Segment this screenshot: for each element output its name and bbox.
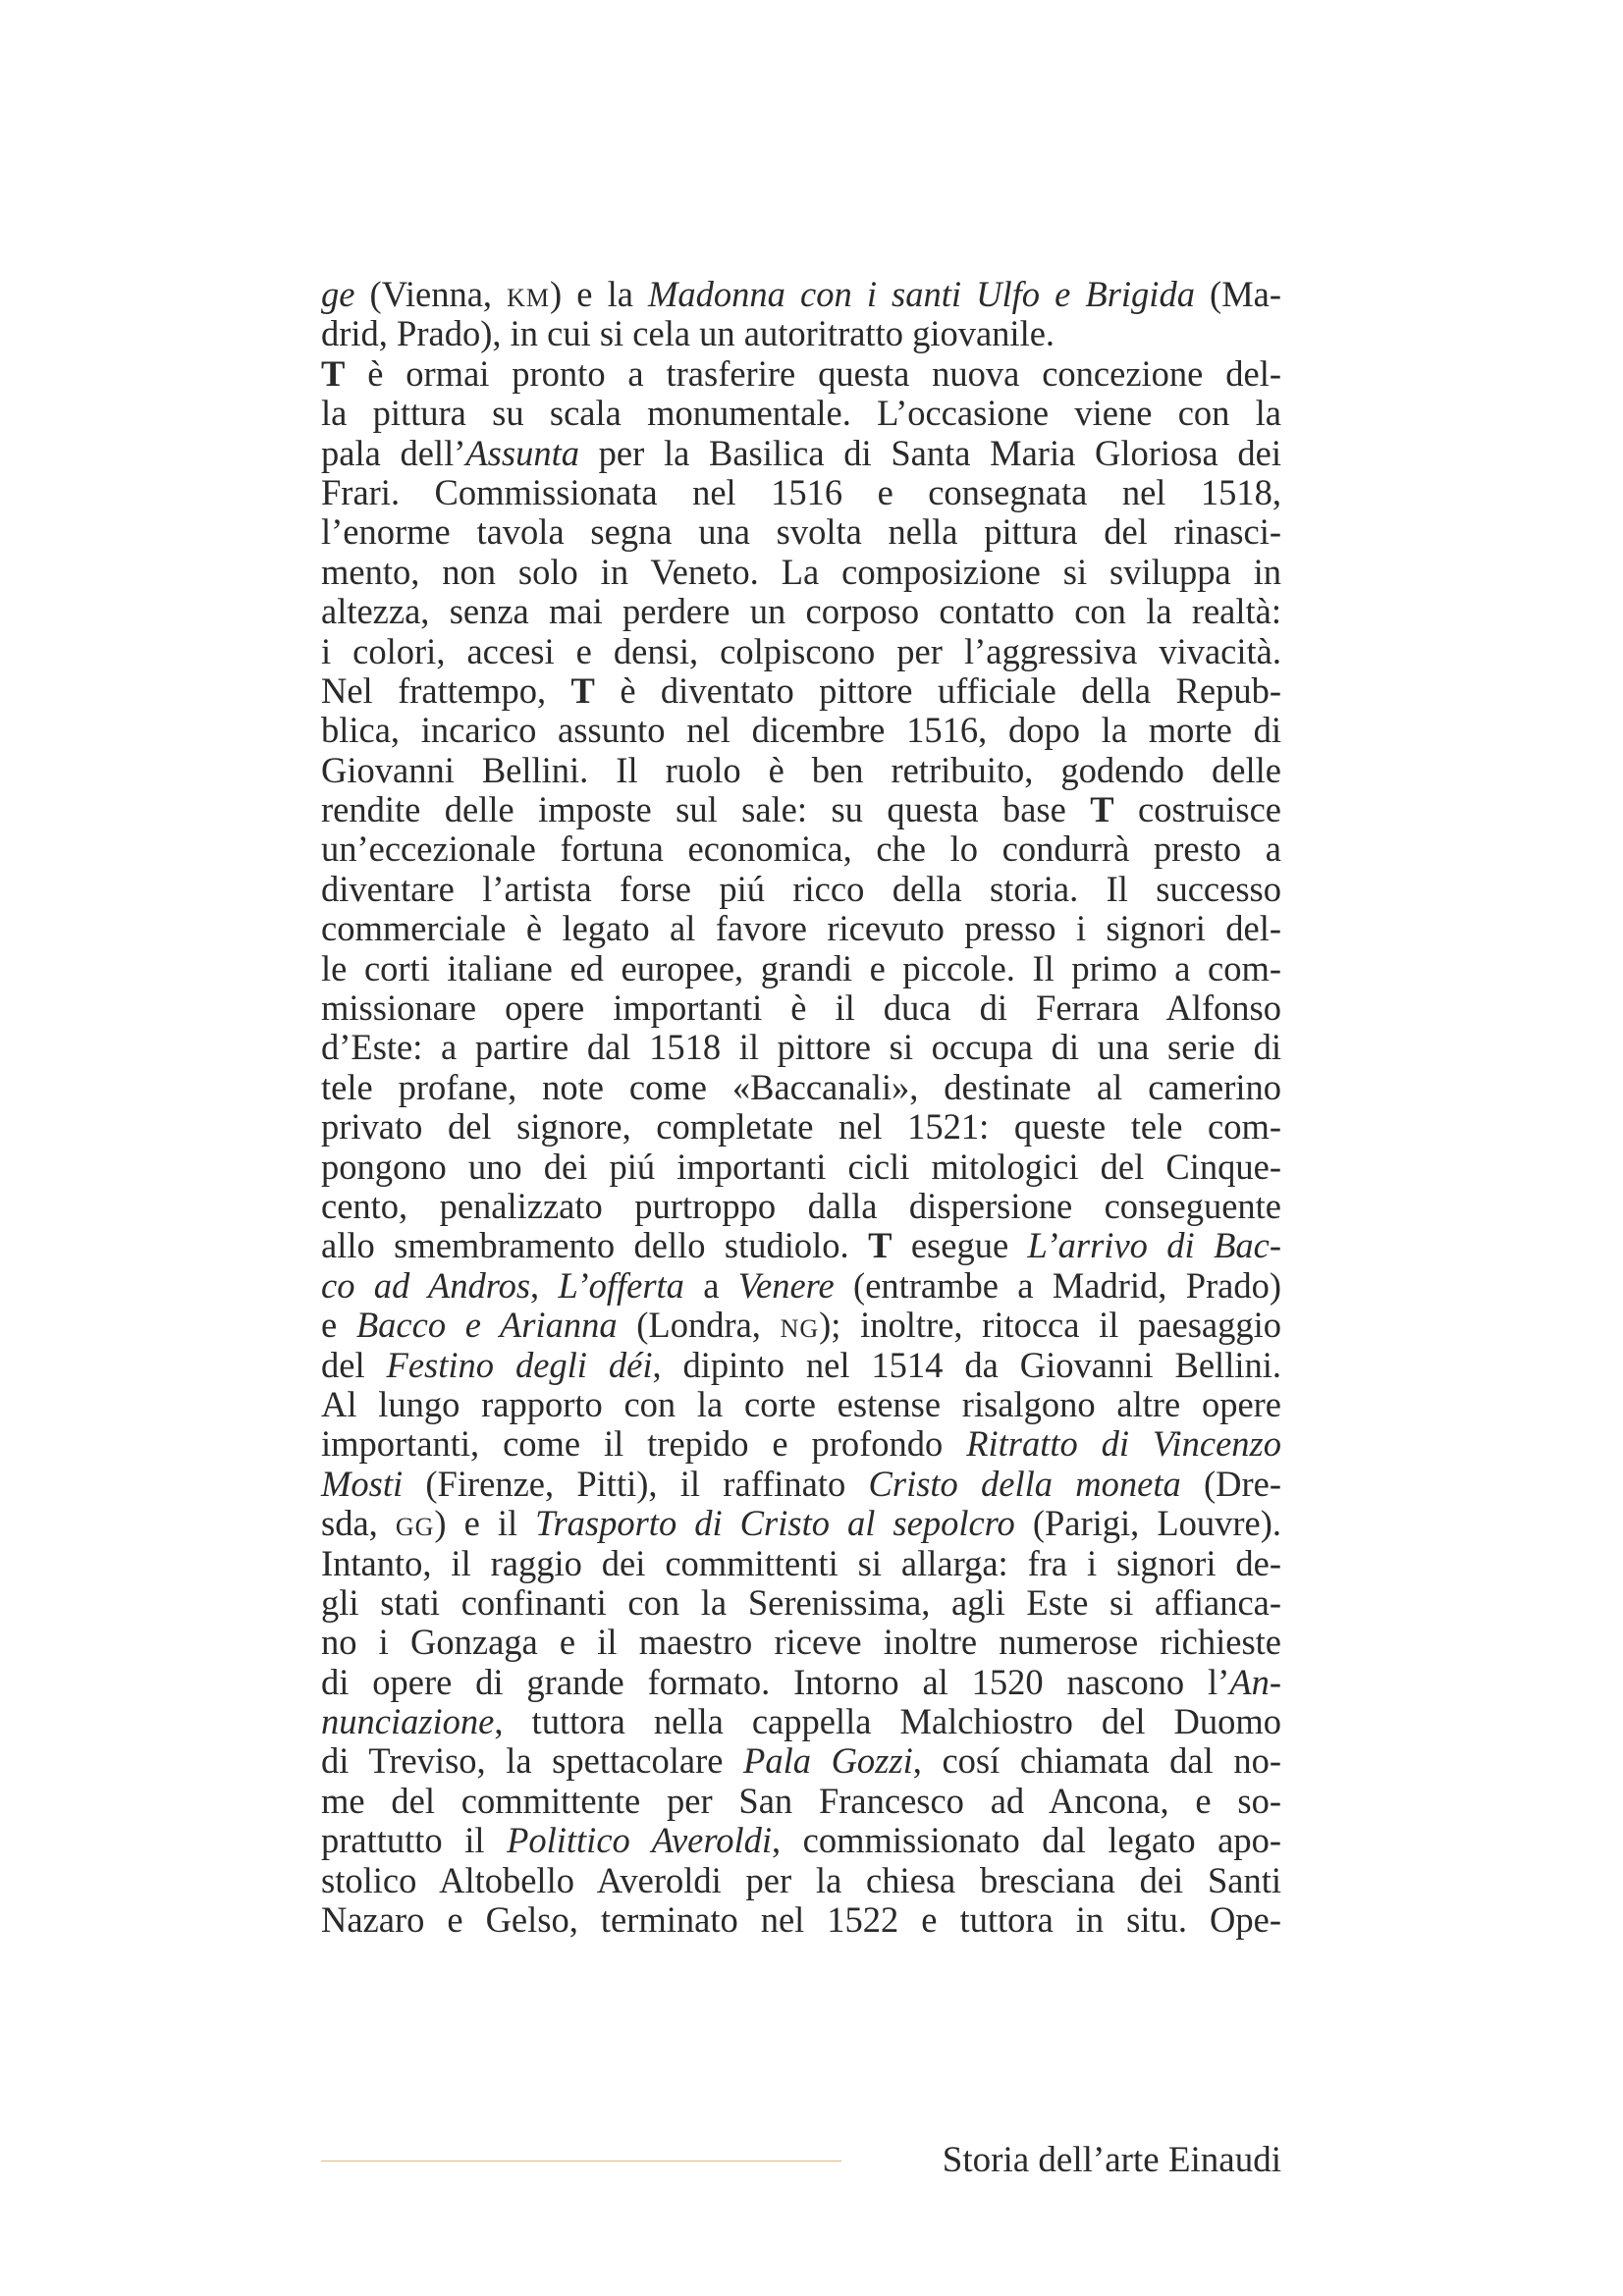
text-line xyxy=(321,909,1281,948)
text-segment: (entrambe a Madrid, Prado) xyxy=(834,1264,1282,1306)
text-segment: esegue xyxy=(892,1225,1028,1266)
text-segment: un’eccezionale fortuna economica, che lo condurrà presto a xyxy=(321,828,1281,870)
text-segment: pala dell’ xyxy=(321,432,466,473)
text-segment: (Vienna, xyxy=(354,274,508,314)
text-segment: L’offerta xyxy=(558,1264,684,1306)
text-segment: diventare l’artista forse piú ricco della storia. Il successo xyxy=(321,868,1281,909)
text-segment: L’arrivo di Bac- xyxy=(1027,1225,1281,1266)
text-line xyxy=(321,1702,1281,1741)
text-segment: di opere di grande formato. Intorno al 1520 nascono l’ xyxy=(321,1661,1230,1702)
text-segment: costruisce xyxy=(1113,789,1281,830)
text-line xyxy=(321,711,1281,750)
text-segment: allo smembramento dello studiolo. xyxy=(321,1225,869,1266)
text-line xyxy=(321,1821,1281,1860)
text-segment: , dipinto nel 1514 da Giovanni Bellini. xyxy=(652,1344,1281,1385)
text-segment: KM xyxy=(507,284,551,312)
text-line xyxy=(321,632,1281,671)
text-segment: di Treviso, la spettacolare xyxy=(321,1740,744,1782)
text-segment: tele profane, note come «Baccanali», destinate al camerino xyxy=(321,1066,1281,1107)
text-segment: Assunta xyxy=(465,432,579,473)
text-segment: gli stati confinanti con la Serenissima, agli Este si affianca- xyxy=(321,1581,1281,1623)
text-segment: importanti, come il trepido e profondo xyxy=(321,1423,967,1465)
text-segment: T xyxy=(570,669,595,711)
footer-title: Storia dell’arte Einaudi xyxy=(942,2140,1281,2180)
text-line xyxy=(321,592,1281,631)
text-segment: e xyxy=(321,1305,356,1346)
text-segment: Nel frattempo, xyxy=(321,669,571,711)
text-segment: Polittico Averoldi xyxy=(507,1820,772,1861)
text-segment: Bacco e Arianna xyxy=(355,1305,618,1346)
text-segment: (Firenze, Pitti), il raffinato xyxy=(403,1463,869,1504)
text-line xyxy=(321,751,1281,790)
body-text xyxy=(321,275,1281,1940)
text-segment: rendite delle imposte sul sale: su questa base xyxy=(321,789,1091,830)
text-segment: Mosti xyxy=(321,1463,404,1504)
text-segment: Intanto, il raggio dei committenti si allarga: fra i signori de- xyxy=(321,1542,1281,1583)
text-segment: Trasporto di Cristo al sepolcro xyxy=(535,1503,1015,1544)
text-line xyxy=(321,275,1281,314)
text-line xyxy=(321,1861,1281,1900)
text-segment: Giovanni Bellini. Il ruolo è ben retribuito, godendo delle xyxy=(321,749,1281,790)
text-segment: mento, non solo in Veneto. La composizione si sviluppa in xyxy=(321,551,1281,592)
text-line xyxy=(321,1187,1281,1226)
text-line xyxy=(321,1583,1281,1623)
text-line xyxy=(321,434,1281,473)
text-line xyxy=(321,1741,1281,1781)
text-segment: T xyxy=(868,1225,893,1266)
text-segment: , xyxy=(530,1264,559,1306)
text-segment: no i Gonzaga e il maestro riceve inoltre numerose richieste xyxy=(321,1622,1281,1663)
text-segment: T xyxy=(321,352,346,394)
text-segment: Al lungo rapporto con la corte estense risalgono altre opere xyxy=(321,1383,1281,1424)
text-line xyxy=(321,1148,1281,1187)
text-line xyxy=(321,949,1281,988)
text-segment: la pittura su scala monumentale. L’occasione viene con la xyxy=(321,393,1281,434)
text-segment: del xyxy=(321,1344,387,1385)
text-segment: commerciale è legato al favore ricevuto presso i signori del- xyxy=(321,908,1281,949)
text-line xyxy=(321,1107,1281,1147)
text-segment: sda, xyxy=(321,1503,396,1544)
text-segment: l’enorme tavola segna una svolta nella pittura del rinasci- xyxy=(321,511,1281,553)
text-segment: , tuttora nella cappella Malchiostro del Duomo xyxy=(494,1701,1281,1742)
text-line xyxy=(321,314,1281,353)
text-segment: ge xyxy=(321,274,355,314)
text-segment: co ad Andros xyxy=(321,1264,531,1306)
text-line xyxy=(321,1782,1281,1821)
text-line xyxy=(321,1623,1281,1662)
text-segment: le corti italiane ed europee, grandi e piccole. Il primo a com- xyxy=(321,947,1281,988)
text-line xyxy=(321,512,1281,552)
footer-rule xyxy=(321,2161,841,2162)
text-segment: Madonna con i santi Ulfo e Brigida xyxy=(648,274,1195,314)
text-segment: pongono uno dei piú importanti cicli mitologici del Cinque- xyxy=(321,1146,1281,1187)
text-segment: blica, incarico assunto nel dicembre 1516, dopo la morte di xyxy=(321,710,1281,751)
text-segment: Cristo della moneta xyxy=(868,1463,1181,1504)
text-segment: Nazaro e Gelso, terminato nel 1522 e tuttora in situ. Ope- xyxy=(321,1899,1281,1941)
text-line xyxy=(321,1663,1281,1702)
text-line xyxy=(321,870,1281,909)
text-segment: T xyxy=(1090,789,1114,830)
text-segment: privato del signore, completate nel 1521: queste tele com- xyxy=(321,1106,1281,1148)
text-segment: nunciazione xyxy=(321,1701,495,1742)
text-line xyxy=(321,1068,1281,1107)
text-line xyxy=(321,1424,1281,1464)
text-segment: Venere xyxy=(737,1264,835,1306)
text-line xyxy=(321,1385,1281,1424)
text-line xyxy=(321,1226,1281,1265)
text-line xyxy=(321,790,1281,829)
text-segment: An- xyxy=(1229,1661,1281,1702)
text-segment: a xyxy=(683,1264,738,1306)
text-segment: drid, Prado), in cui si cela un autoritratto giovanile. xyxy=(321,313,1055,354)
text-line xyxy=(321,1266,1281,1306)
text-segment: , commissionato dal legato apo- xyxy=(772,1820,1282,1861)
text-segment: è ormai pronto a trasferire questa nuova concezione del- xyxy=(345,352,1281,394)
text-line xyxy=(321,1028,1281,1067)
text-segment: NG xyxy=(780,1314,820,1344)
text-line xyxy=(321,394,1281,433)
text-segment: , cosí chiamata dal no- xyxy=(912,1740,1281,1782)
text-segment: (Dre- xyxy=(1180,1463,1282,1504)
text-segment: ); inoltre, ritocca il paesaggio xyxy=(819,1305,1282,1346)
text-line xyxy=(321,829,1281,869)
text-segment: (Parigi, Louvre). xyxy=(1014,1503,1282,1544)
text-segment: ) e il xyxy=(434,1503,536,1544)
text-line xyxy=(321,1346,1281,1385)
text-segment: (Londra, xyxy=(617,1305,781,1346)
text-segment: cento, penalizzato purtroppo dalla dispersione conseguente xyxy=(321,1185,1281,1226)
text-segment: Pala Gozzi xyxy=(743,1740,913,1782)
text-line xyxy=(321,671,1281,711)
text-segment: (Ma- xyxy=(1194,274,1282,314)
text-segment: d’Este: a partire dal 1518 il pittore si occupa di una serie di xyxy=(321,1027,1281,1068)
text-line xyxy=(321,1544,1281,1583)
text-segment: Ritratto di Vincenzo xyxy=(966,1423,1282,1465)
text-segment: per la Basilica di Santa Maria Gloriosa dei xyxy=(578,432,1281,473)
text-line xyxy=(321,1504,1281,1543)
text-segment: GG xyxy=(395,1513,435,1542)
text-segment: Festino degli déi xyxy=(386,1344,653,1385)
text-segment: Frari. Commissionata nel 1516 e consegnata nel 1518, xyxy=(321,471,1281,512)
text-line xyxy=(321,988,1281,1028)
text-segment: i colori, accesi e densi, colpiscono per l’aggressiva vivacità. xyxy=(321,630,1281,671)
text-segment: è diventato pittore ufficiale della Repub- xyxy=(594,669,1281,711)
text-segment: altezza, senza mai perdere un corposo contatto con la realtà: xyxy=(321,591,1281,632)
text-line xyxy=(321,473,1281,512)
text-segment: ) e la xyxy=(550,274,649,314)
text-line xyxy=(321,354,1281,394)
text-segment: me del committente per San Francesco ad Ancona, e so- xyxy=(321,1780,1281,1821)
text-line xyxy=(321,553,1281,592)
text-segment: stolico Altobello Averoldi per la chiesa bresciana dei Santi xyxy=(321,1859,1281,1900)
text-line xyxy=(321,1306,1281,1345)
text-line xyxy=(321,1900,1281,1940)
text-segment: prattutto il xyxy=(321,1820,508,1861)
text-line xyxy=(321,1465,1281,1504)
text-segment: missionare opere importanti è il duca di Ferrara Alfonso xyxy=(321,988,1281,1029)
